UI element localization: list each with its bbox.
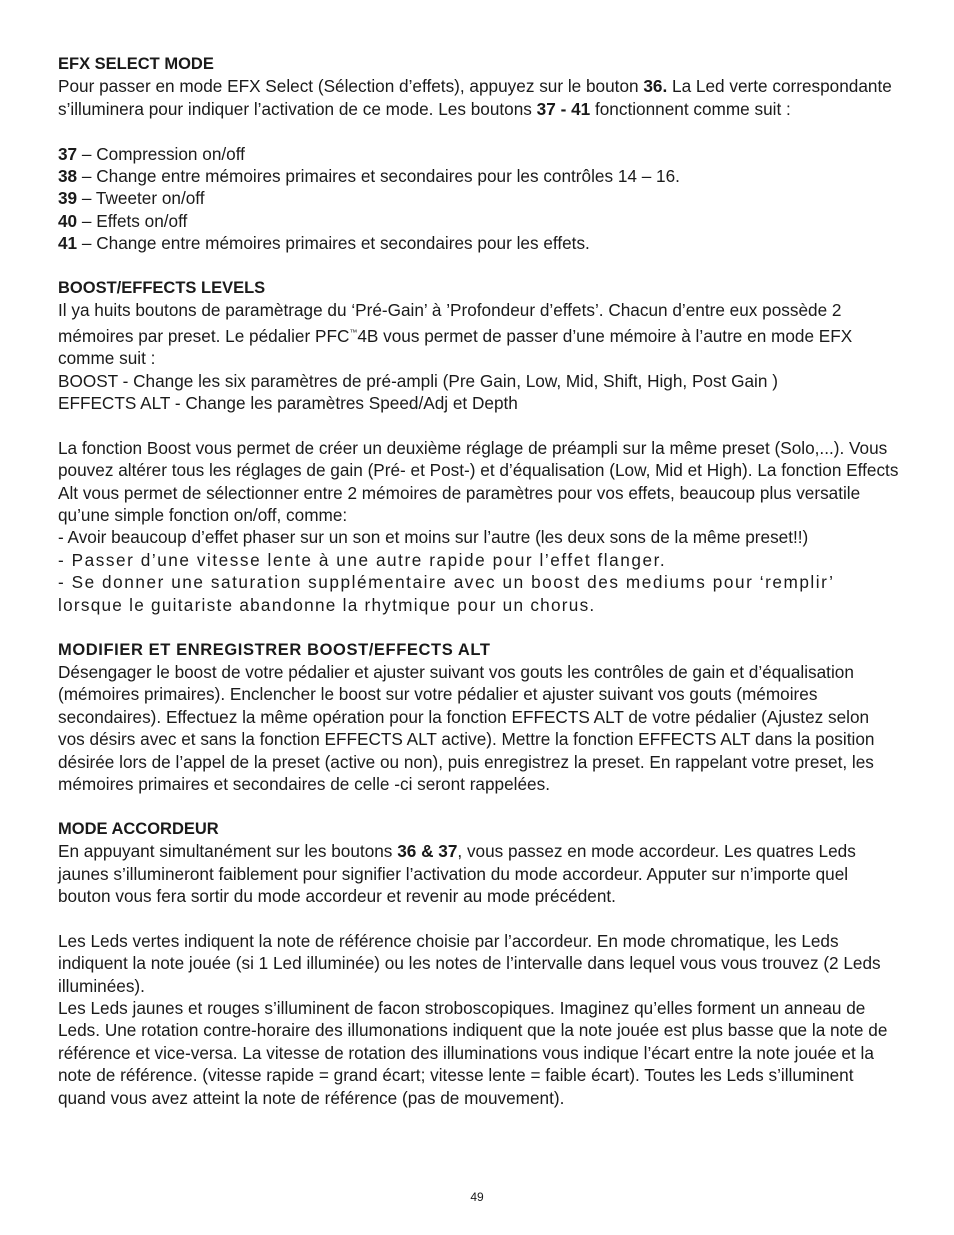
boost-example-2: - Passer d’une vitesse lente à une autre rapide pour l’effet flanger. <box>58 549 667 570</box>
list-item: 38 – Change entre mémoires primaires et secondaires pour les contrôles 14 – 16. <box>58 166 680 187</box>
efx-heading: EFX SELECT MODE <box>58 55 214 73</box>
efx-list <box>58 143 900 255</box>
boost-description: La fonction Boost vous permet de créer un deuxième réglage de préampli sur la même preset (Solo,...). Vous pouvez altérer tous les réglages de gain (Pré- et Post-) et d’équalisation (Low, Mid et High). La fonction Effects Alt vous permet de sélectionner entre 2 mémoires de paramètres pour vos effets, beaucoup plus versatile qu’une simple fonction on/off, comme: <box>58 437 899 526</box>
tuner-intro: En appuyant simultanément sur les boutons 36 & 37, vous passez en mode accordeur. Les quatres Leds jaunes s’illumineront faiblement pour signifier l’activation du mode accordeur. Apputer sur n’importe quel bouton vous fera sortir du mode accordeur et revenir au mode précédent. <box>58 841 856 906</box>
tuner-green-leds: Les Leds vertes indiquent la note de référence choisie par l’accordeur. En mode chromatique, les Leds indiquent la note jouée (si 1 Led illuminée) ou les notes de l’intervalle dans lequel vous vous trouvez (2 Leds illuminées). <box>58 930 881 996</box>
document-page <box>58 53 900 1109</box>
list-item: 41 – Change entre mémoires primaires et secondaires pour les effets. <box>58 233 590 254</box>
tuner-strobe-leds: Les Leds jaunes et rouges s’illuminent de facon stroboscopiques. Imaginez qu’elles forment un anneau de Leds. Une rotation contre-horaire des illumonations indiquent que la note jouée est plus basse que la note de référence et vice-versa. La vitesse de rotation des illuminations vous indique l’écart entre la note jouée et la note de référence. (vitesse rapide = grand écart; vitesse lente = faible écart). Toutes les Leds s’illuminent quand vous avez atteint la note de référence (pas de mouvement). <box>58 997 888 1108</box>
efx-intro: Pour passer en mode EFX Select (Sélection d’effets), appuyez sur le bouton 36. La Led verte correspondante s’illuminera pour indiquer l’activation de ce mode. Les boutons 37 - 41 fonctionnent comme suit : <box>58 76 892 119</box>
effects-alt-line: EFFECTS ALT - Change les paramètres Speed/Adj et Depth <box>58 393 518 414</box>
modify-heading: MODIFIER ET ENREGISTRER BOOST/EFFECTS ALT <box>58 640 491 659</box>
modify-paragraph: Désengager le boost de votre pédalier et ajuster suivant vos gouts les contrôles de gain et d’équalisation (mémoires primaires). Enclencher le boost sur votre pédalier et ajuster suivant vos gouts (mémoires secondaires). Effectuez la même opération pour la fonction EFFECTS ALT de votre pédalier (Ajustez selon vos désirs avec et sans la fonction EFFECTS ALT active). Mettre la fonction EFFECTS ALT dans la position désirée lors de l’appel de la preset (active ou non), puis enregistrez la preset. En rappelant votre preset, les mémoires primaires et secondaires de celle -ci seront rappelées. <box>58 661 875 794</box>
list-item: 39 – Tweeter on/off <box>58 188 205 209</box>
boost-example-3b: lorsque le guitariste abandonne la rhytmique pour un chorus. <box>58 594 596 615</box>
boost-example-3a: - Se donner une saturation supplémentaire avec un boost des mediums pour ‘remplir’ <box>58 572 835 593</box>
boost-example-1: - Avoir beaucoup d’effet phaser sur un son et moins sur l’autre (les deux sons de la même preset!!) <box>58 527 809 548</box>
list-item: 37 – Compression on/off <box>58 143 245 164</box>
list-item: 40 – Effets on/off <box>58 210 188 231</box>
boost-heading: BOOST/EFFECTS LEVELS <box>58 279 266 298</box>
boost-line: BOOST - Change les six paramètres de pré-ampli (Pre Gain, Low, Mid, Shift, High, Post Gain ) <box>58 370 778 391</box>
boost-intro: Il ya huits boutons de paramètrage du ‘Pré-Gain’ à ’Profondeur d’effets’. Chacun d’entre eux possède 2 mémoires par preset. Le pédalier PFC™4B vous permet de passer d’une mémoire à l’autre en mode EFX comme suit : <box>58 300 853 369</box>
page-number: 49 <box>470 1190 484 1204</box>
tuner-heading: MODE ACCORDEUR <box>58 819 219 838</box>
